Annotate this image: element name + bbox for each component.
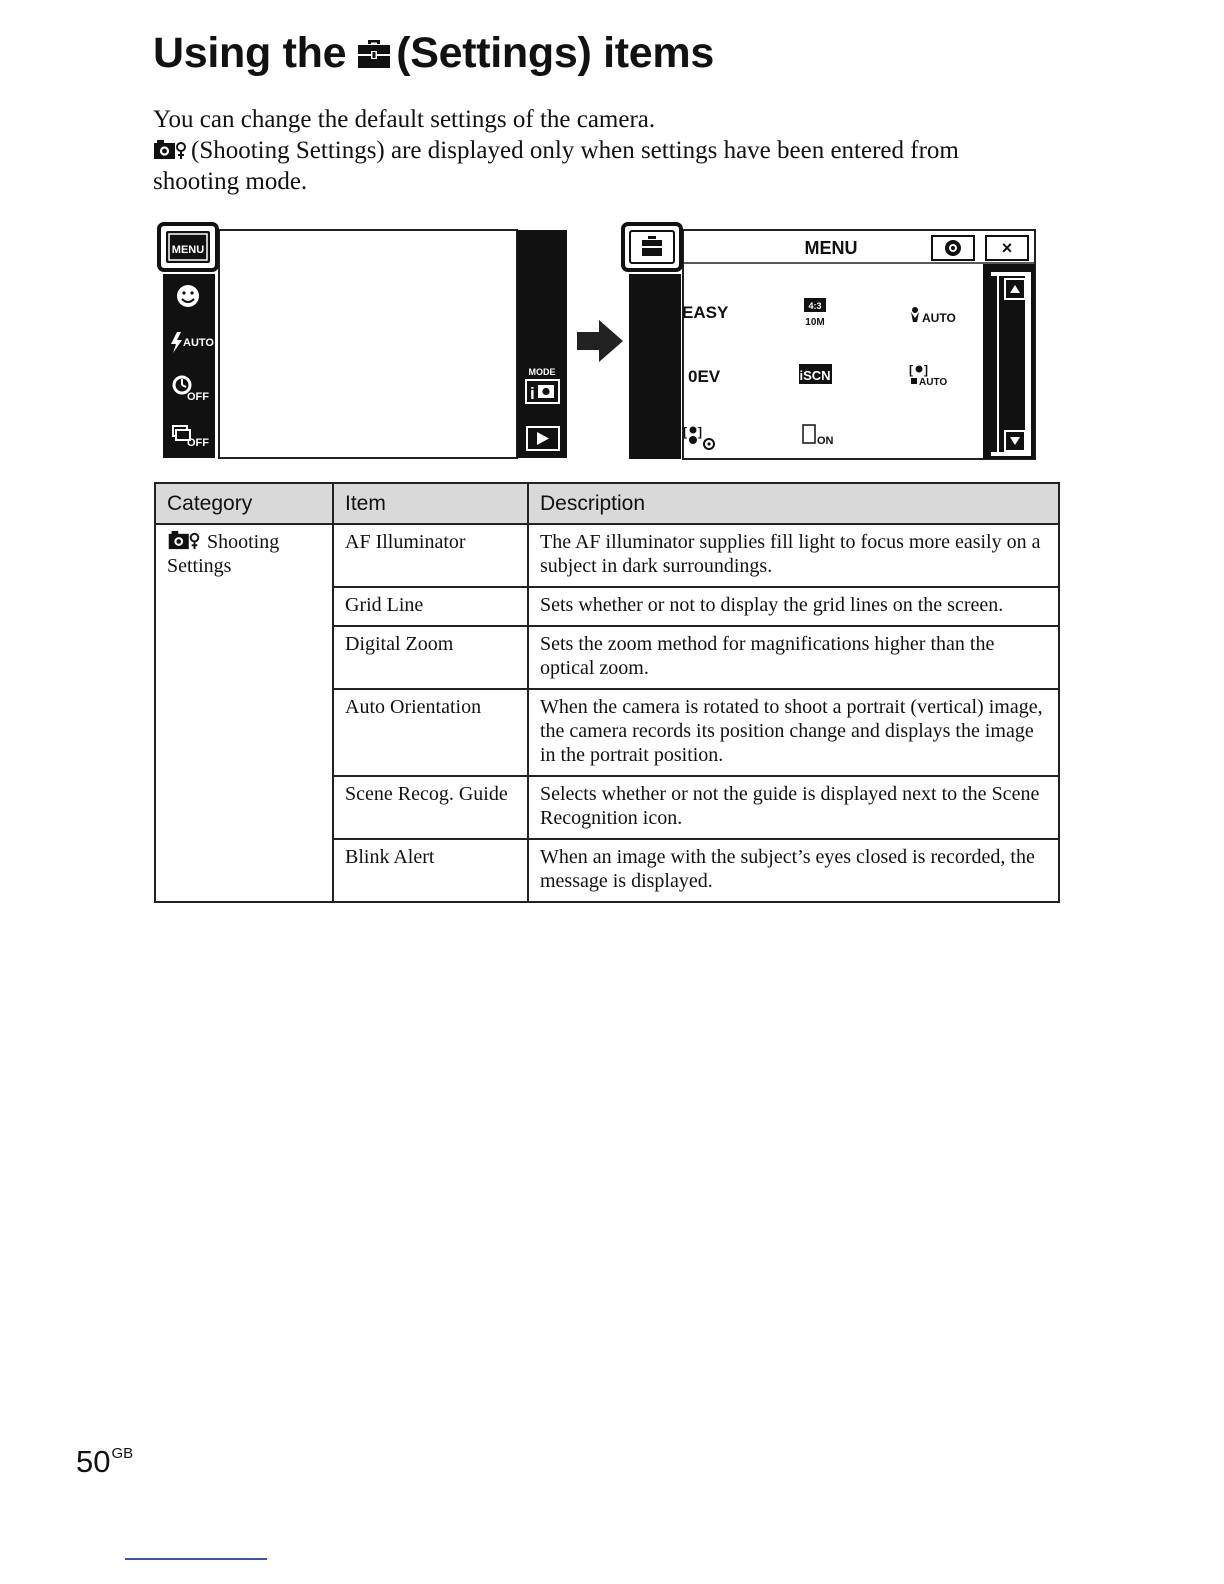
page-number-suffix: GB xyxy=(111,1445,134,1462)
image-size-ratio: 4:3 xyxy=(808,301,822,311)
item-cell: Grid Line xyxy=(333,587,528,626)
header-category: Category xyxy=(155,483,333,524)
menu-button[interactable] xyxy=(159,224,217,270)
header-item: Item xyxy=(333,483,528,524)
title-text-post: (Settings) items xyxy=(396,29,714,77)
settings-tab-button[interactable] xyxy=(623,224,681,270)
burst-label: OFF xyxy=(187,437,209,449)
mode-button[interactable] xyxy=(526,367,559,403)
svg-text:i: i xyxy=(530,384,535,403)
page-title xyxy=(153,26,714,80)
mode-label: MODE xyxy=(528,367,556,377)
intro-text xyxy=(153,104,1013,197)
svg-text:]: ] xyxy=(924,363,928,377)
svg-text:[: [ xyxy=(909,363,913,377)
category-line-1: Shooting xyxy=(207,531,280,553)
page-number xyxy=(76,1434,133,1482)
menu-left-strip xyxy=(629,274,681,459)
camera-settings-icon xyxy=(167,530,201,551)
table-header-row xyxy=(155,483,1059,524)
menu-header: MENU xyxy=(804,238,858,258)
item-cell: AF Illuminator xyxy=(333,524,528,587)
page-number-value: 50 xyxy=(76,1444,111,1479)
item-cell: Scene Recog. Guide xyxy=(333,776,528,839)
camera-settings-icon xyxy=(153,139,187,161)
header-description: Description xyxy=(528,483,1059,524)
category-cell xyxy=(155,524,333,902)
description-cell: Selects whether or not the guide is displayed next to the Scene Recognition icon. xyxy=(528,776,1059,839)
self-timer-label: OFF xyxy=(187,391,209,403)
svg-text:[: [ xyxy=(683,425,687,439)
close-label: × xyxy=(1001,238,1013,258)
menu-item-scene[interactable] xyxy=(799,364,832,384)
right-icon-strip xyxy=(517,230,567,458)
menu-button-label: MENU xyxy=(171,244,205,256)
camera-menu-screen xyxy=(621,222,1037,462)
grid-line-label: ON xyxy=(817,435,834,447)
focus-label: AUTO xyxy=(919,377,948,388)
smile-icon[interactable] xyxy=(177,285,199,307)
description-cell: When an image with the subject’s eyes closed is recorded, the message is displayed. xyxy=(528,839,1059,902)
intro-line-1: You can change the default settings of the camera. xyxy=(153,106,656,133)
description-cell: The AF illuminator supplies fill light to focus more easily on a subject in dark surroundings. xyxy=(528,524,1059,587)
arrow-right-icon xyxy=(575,318,625,364)
image-size-value: 10M xyxy=(805,317,825,328)
item-cell: Blink Alert xyxy=(333,839,528,902)
white-balance-label: AUTO xyxy=(922,311,956,325)
intro-line-2-text: (Shooting Settings) are displayed only when settings have been entered from shooting mode. xyxy=(153,137,959,195)
description-cell: Sets the zoom method for magnifications higher than the optical zoom. xyxy=(528,626,1059,689)
scroll-down-icon[interactable] xyxy=(1004,430,1026,452)
item-cell: Digital Zoom xyxy=(333,626,528,689)
item-cell: Auto Orientation xyxy=(333,689,528,776)
table-row xyxy=(155,524,1059,587)
scroll-up-icon[interactable] xyxy=(1004,278,1026,300)
flash-label: AUTO xyxy=(183,337,214,349)
description-cell: Sets whether or not to display the grid lines on the screen. xyxy=(528,587,1059,626)
camera-shooting-screen xyxy=(157,222,569,462)
svg-text:]: ] xyxy=(698,425,702,439)
menu-item-ev[interactable]: 0EV xyxy=(688,367,721,386)
footer-rule xyxy=(125,1558,267,1560)
category-line-2: Settings xyxy=(167,555,232,577)
gear-icon[interactable] xyxy=(932,236,974,260)
intro-line-2 xyxy=(153,135,1013,197)
toolbox-icon xyxy=(356,36,392,70)
menu-item-easy[interactable]: EASY xyxy=(682,303,729,322)
close-icon[interactable] xyxy=(986,236,1028,260)
title-text-pre: Using the xyxy=(153,29,347,77)
description-cell: When the camera is rotated to shoot a portrait (vertical) image, the camera records its position change and displays the image in the portrait position. xyxy=(528,689,1059,776)
settings-table xyxy=(154,482,1060,903)
playback-icon[interactable] xyxy=(527,427,559,450)
scene-label: iSCN xyxy=(799,368,831,383)
